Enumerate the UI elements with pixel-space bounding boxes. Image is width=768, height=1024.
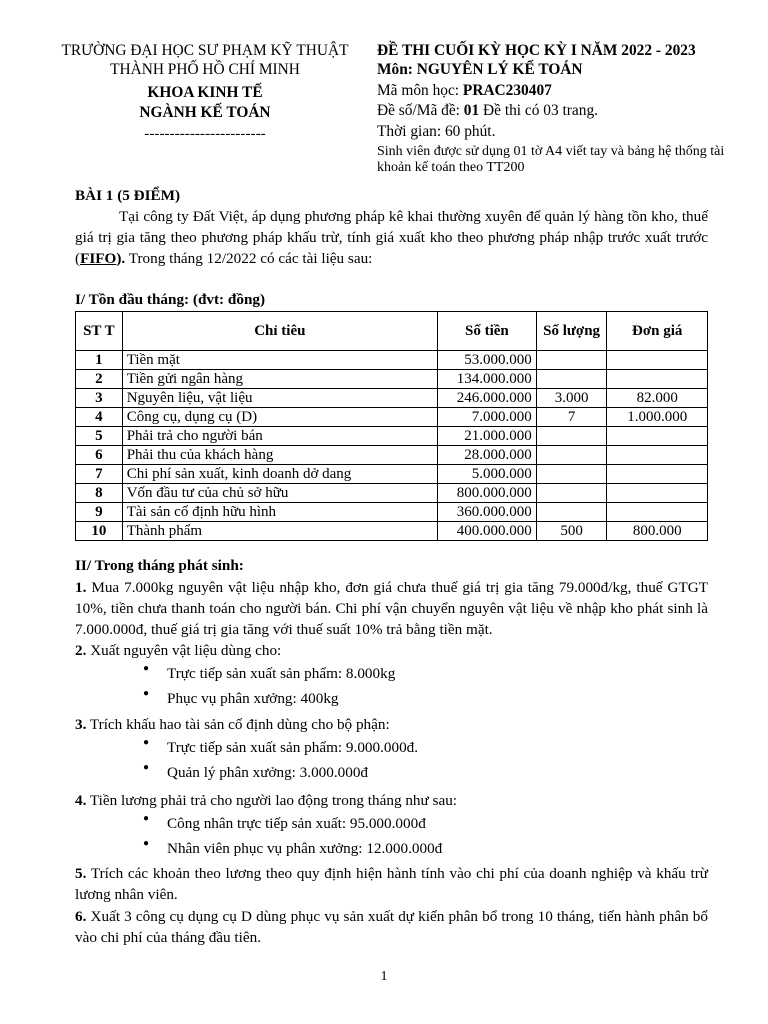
transaction-2 <box>75 641 708 662</box>
cell-item: Vốn đầu tư của chủ sở hữu <box>122 484 437 503</box>
exercise-intro <box>75 207 708 270</box>
cell-unit-price <box>607 484 708 503</box>
table-header-row <box>76 312 708 351</box>
cell-amount: 360.000.000 <box>437 503 536 522</box>
course-code: PRAC230407 <box>462 81 552 99</box>
cell-amount: 28.000.000 <box>437 446 536 465</box>
cell-unit-price: 800.000 <box>607 522 708 541</box>
transaction-number: 6. <box>75 908 87 925</box>
cell-stt: 7 <box>76 465 123 484</box>
cell-amount: 400.000.000 <box>437 522 536 541</box>
cell-item: Phải thu của khách hàng <box>122 446 437 465</box>
cell-item: Chi phí sản xuất, kinh doanh dở dang <box>122 465 437 484</box>
cell-item: Tài sản cố định hữu hình <box>122 503 437 522</box>
transaction-number: 1. <box>75 579 87 596</box>
col-header-amount: Số tiền <box>437 312 536 351</box>
intro-tail: Trong tháng 12/2022 có các tài liệu sau: <box>125 249 373 267</box>
transaction-6 <box>75 907 708 949</box>
cell-quantity <box>536 427 607 446</box>
transaction-text: Trích các khoản theo lương theo quy định hiện hành tính vào chi phí của doanh nghiệp và khấu trừ lương nhân viên. <box>75 865 708 903</box>
cell-stt: 8 <box>76 484 123 503</box>
table-row <box>76 389 708 408</box>
cell-quantity <box>536 503 607 522</box>
cell-amount: 5.000.000 <box>437 465 536 484</box>
cell-stt: 4 <box>76 408 123 427</box>
transaction-number: 3. <box>75 716 87 733</box>
cell-item: Tiền mặt <box>122 351 437 370</box>
exam-note: Sinh viên được sử dụng 01 tờ A4 viết tay và bảng hệ thống tài khoản kế toán theo TT200 <box>377 143 725 176</box>
cell-quantity: 500 <box>536 522 607 541</box>
transaction-1 <box>75 578 708 641</box>
cell-unit-price: 82.000 <box>607 389 708 408</box>
cell-amount: 7.000.000 <box>437 408 536 427</box>
cell-quantity <box>536 484 607 503</box>
transaction-3-bullets <box>143 735 418 785</box>
col-header-stt: ST T <box>76 312 123 351</box>
cell-unit-price <box>607 370 708 389</box>
transaction-text: Tiền lương phải trả cho người lao động trong tháng như sau: <box>86 792 458 809</box>
cell-item: Tiền gửi ngân hàng <box>122 370 437 389</box>
transaction-4 <box>75 791 708 812</box>
cell-amount: 246.000.000 <box>437 389 536 408</box>
list-item: ● Phục vụ phân xưởng: 400kg <box>143 686 395 711</box>
cell-item: Thành phẩm <box>122 522 437 541</box>
opening-balance-table <box>75 311 708 541</box>
transaction-4-bullets <box>143 811 442 861</box>
course-code-line <box>377 82 737 101</box>
school-header <box>40 42 370 144</box>
cell-item: Công cụ, dụng cụ (D) <box>122 408 437 427</box>
table-row <box>76 408 708 427</box>
cell-quantity <box>536 465 607 484</box>
major-name: NGÀNH KẾ TOÁN <box>139 104 271 122</box>
exam-number: 01 <box>463 102 480 120</box>
list-item: ● Trực tiếp sản xuất sản phẩm: 9.000.000đ. <box>143 735 418 760</box>
cell-stt: 1 <box>76 351 123 370</box>
exam-number-line <box>377 102 737 121</box>
subject-name: Môn: NGUYÊN LÝ KẾ TOÁN <box>377 60 583 78</box>
table-row <box>76 503 708 522</box>
header-divider: ------------------------ <box>144 125 266 143</box>
cell-quantity: 7 <box>536 408 607 427</box>
exam-title: ĐỀ THI CUỐI KỲ HỌC KỲ I NĂM 2022 - 2023 <box>377 42 696 59</box>
transaction-text: Trích khấu hao tài sản cố định dùng cho bộ phận: <box>86 716 390 733</box>
transaction-text: Xuất 3 công cụ dụng cụ D dùng phục vụ sản xuất dự kiến phân bổ trong 10 tháng, tiến hành phân bổ vào chi phí của tháng đầu tiên. <box>75 908 708 946</box>
page-count-text: Đề thi có 03 trang. <box>479 102 598 120</box>
transaction-text: Mua 7.000kg nguyên vật liệu nhập kho, đơn giá chưa thuế giá trị gia tăng 79.000đ/kg, thuế GTGT 10%, tiền chưa thanh toán cho người bán. Chi phí vận chuyển nguyên vật liệu về nhập kho phát sinh là 7.000.000đ, thuế giá trị gia tăng với thuế suất 10% trả bằng tiền mặt. <box>75 579 708 638</box>
cell-quantity <box>536 446 607 465</box>
cell-stt: 10 <box>76 522 123 541</box>
school-name-line2: THÀNH PHỐ HỒ CHÍ MINH <box>110 60 300 78</box>
table-row <box>76 465 708 484</box>
exercise-title: BÀI 1 (5 ĐIỂM) <box>75 187 181 204</box>
cell-stt: 6 <box>76 446 123 465</box>
cell-amount: 134.000.000 <box>437 370 536 389</box>
opening-balance-title: I/ Tồn đầu tháng: (đvt: đồng) <box>75 291 266 308</box>
table-row <box>76 351 708 370</box>
table-row <box>76 427 708 446</box>
table-row <box>76 484 708 503</box>
cell-quantity <box>536 351 607 370</box>
exam-number-label: Đề số/Mã đề: <box>377 102 464 120</box>
course-code-label: Mã môn học: <box>377 81 463 99</box>
cell-amount: 21.000.000 <box>437 427 536 446</box>
col-header-quantity: Số lượng <box>536 312 607 351</box>
list-item: ● Quản lý phân xưởng: 3.000.000đ <box>143 760 418 785</box>
cell-stt: 2 <box>76 370 123 389</box>
list-item: ● Nhân viên phục vụ phân xưởng: 12.000.000đ <box>143 836 442 861</box>
faculty-name: KHOA KINH TẾ <box>147 83 263 101</box>
cell-amount: 53.000.000 <box>437 351 536 370</box>
cell-unit-price <box>607 446 708 465</box>
table-row <box>76 370 708 389</box>
list-item: ● Trực tiếp sản xuất sản phẩm: 8.000kg <box>143 661 395 686</box>
table-row <box>76 446 708 465</box>
school-name-line1: TRƯỜNG ĐẠI HỌC SƯ PHẠM KỸ THUẬT <box>61 42 349 59</box>
cell-unit-price: 1.000.000 <box>607 408 708 427</box>
cell-stt: 3 <box>76 389 123 408</box>
cell-unit-price <box>607 427 708 446</box>
cell-stt: 5 <box>76 427 123 446</box>
exam-duration: Thời gian: 60 phút. <box>377 123 496 141</box>
cell-amount: 800.000.000 <box>437 484 536 503</box>
cell-item: Nguyên liệu, vật liệu <box>122 389 437 408</box>
transaction-3 <box>75 715 708 736</box>
transaction-number: 5. <box>75 865 87 882</box>
page-number: 1 <box>380 969 388 984</box>
cell-stt: 9 <box>76 503 123 522</box>
col-header-item: Chỉ tiêu <box>122 312 437 351</box>
transaction-5 <box>75 864 708 906</box>
transaction-number: 4. <box>75 792 87 809</box>
transaction-text: Xuất nguyên vật liệu dùng cho: <box>86 642 282 659</box>
cell-quantity <box>536 370 607 389</box>
cell-quantity: 3.000 <box>536 389 607 408</box>
cell-unit-price <box>607 465 708 484</box>
cell-item: Phải trả cho người bán <box>122 427 437 446</box>
exam-header <box>377 42 737 177</box>
cell-unit-price <box>607 503 708 522</box>
transactions-title: II/ Trong tháng phát sinh: <box>75 557 244 574</box>
list-item: ● Công nhân trực tiếp sản xuất: 95.000.000đ <box>143 811 442 836</box>
fifo-term: FIFO <box>80 249 117 267</box>
col-header-unit-price: Đơn giá <box>607 312 708 351</box>
cell-unit-price <box>607 351 708 370</box>
intro-close: ). <box>116 249 126 267</box>
table-row <box>76 522 708 541</box>
transaction-number: 2. <box>75 642 87 659</box>
transaction-2-bullets <box>143 661 395 711</box>
intro-text: Tại công ty Đất Việt, áp dụng phương pháp kê khai thường xuyên để quản lý hàng tồn kho, thuế giá trị gia tăng theo phương pháp khấu trừ, tính giá xuất kho theo phương pháp nhập trước xuất trước ( <box>75 208 708 267</box>
